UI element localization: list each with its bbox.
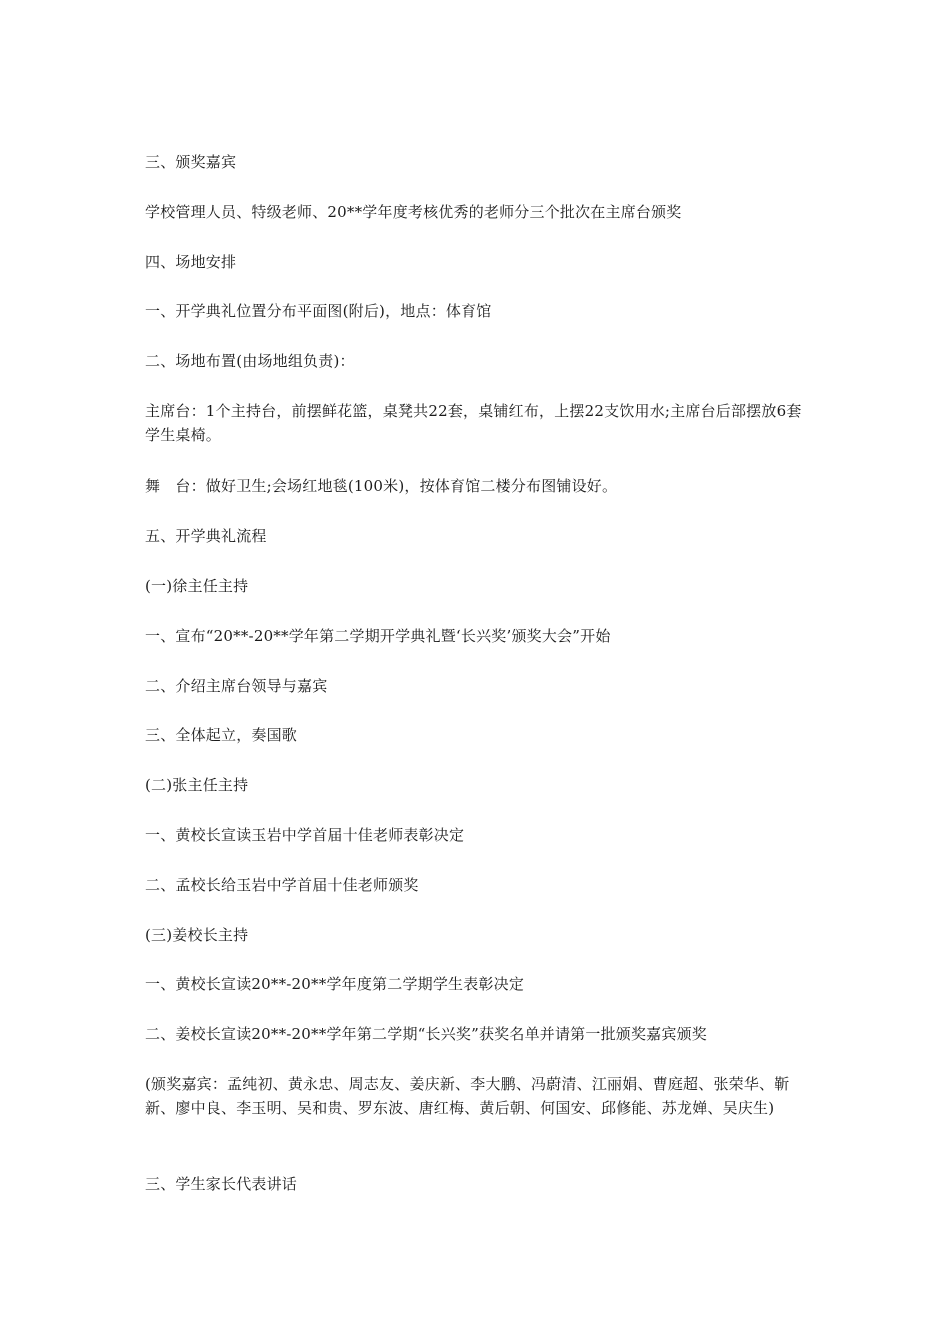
- section-heading-ceremony-flow: 五、开学典礼流程: [145, 527, 267, 545]
- paragraph-award-list: 二、姜校长宣读20**-20**学年第二学期“长兴奖”获奖名单并请第一批颁奖嘉宾颁奖: [145, 1025, 707, 1043]
- paragraph-parent-speech: 三、学生家长代表讲话: [145, 1175, 298, 1193]
- paragraph-announce-start: 一、宣布“20**-20**学年第二学期开学典礼暨‘长兴奖’颁奖大会”开始: [145, 627, 611, 645]
- paragraph-venue-layout: 一、开学典礼位置分布平面图(附后)，地点：体育馆: [145, 302, 492, 320]
- subsection-host-xu: (一)徐主任主持: [145, 577, 249, 595]
- subsection-host-zhang: (二)张主任主持: [145, 776, 249, 794]
- paragraph-teacher-award: 二、孟校长给玉岩中学首届十佳老师颁奖: [145, 876, 419, 894]
- paragraph-venue-setup: 二、场地布置(由场地组负责)：: [145, 352, 355, 370]
- paragraph-stage: 舞 台：做好卫生;会场红地毯(100米)，按体育馆二楼分布图铺设好。: [145, 477, 618, 495]
- paragraph-teacher-commendation: 一、黄校长宣读玉岩中学首届十佳老师表彰决定: [145, 826, 465, 844]
- subsection-host-jiang: (三)姜校长主持: [145, 926, 249, 944]
- paragraph-award-guests-desc: 学校管理人员、特级老师、20**学年度考核优秀的老师分三个批次在主席台颁奖: [145, 203, 682, 221]
- paragraph-guest-names: (颁奖嘉宾：孟纯初、黄永忠、周志友、姜庆新、李大鹏、冯蔚清、江丽娟、曹庭超、张荣华、靳新、廖中良、李玉明、吴和贵、罗东波、唐红梅、黄后朝、何国安、邱修能、苏龙婵、吴庆生): [145, 1075, 790, 1117]
- section-heading-award-guests: 三、颁奖嘉宾: [145, 153, 237, 171]
- paragraph-introduce-guests: 二、介绍主席台领导与嘉宾: [145, 677, 328, 695]
- paragraph-main-stage: 主席台：1个主持台，前摆鲜花篮，桌凳共22套，桌铺红布，上摆22支饮用水;主席台后部摆放6套学生桌椅。: [145, 402, 802, 444]
- paragraph-national-anthem: 三、全体起立，奏国歌: [145, 726, 298, 744]
- paragraph-student-commendation: 一、黄校长宣读20**-20**学年度第二学期学生表彰决定: [145, 975, 525, 993]
- document-page: [145, 0, 810, 1344]
- section-heading-venue: 四、场地安排: [145, 253, 237, 271]
